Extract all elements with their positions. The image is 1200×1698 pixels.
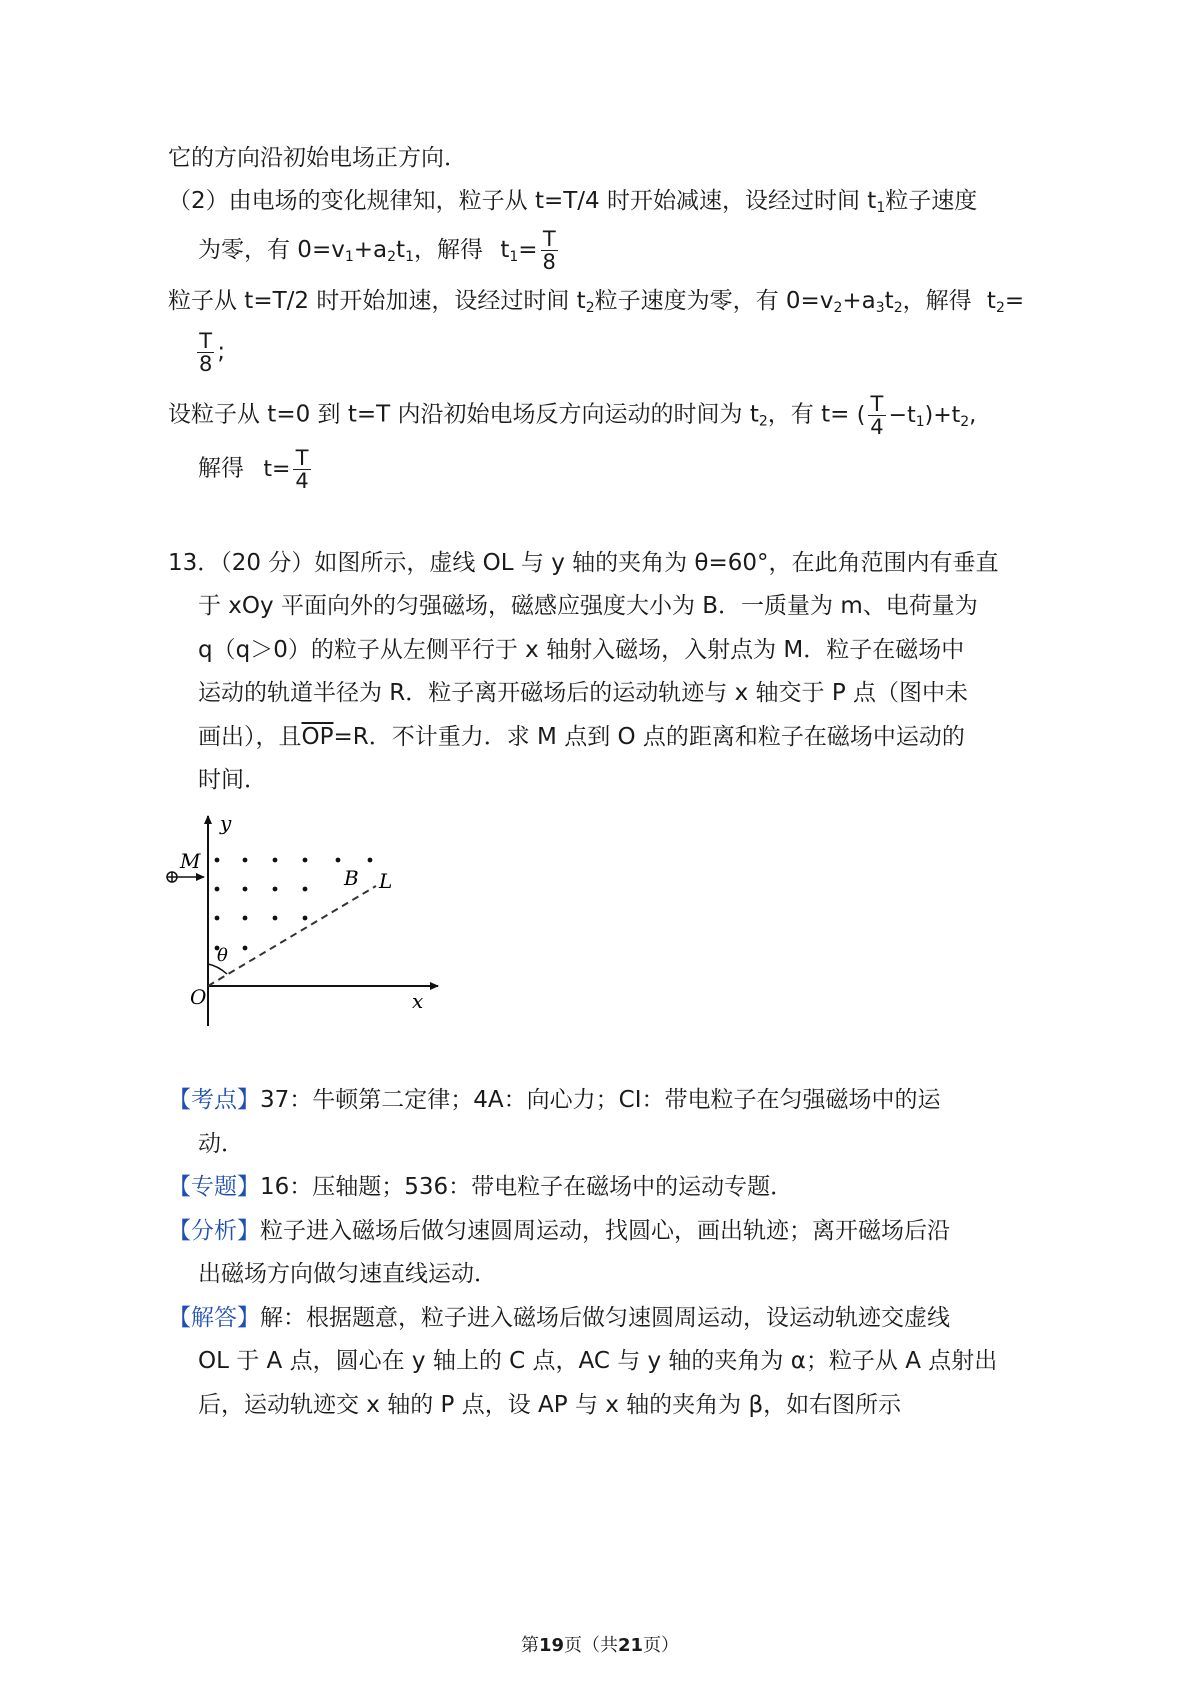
tag-kaodian: 【考点】 bbox=[168, 1087, 260, 1113]
label-l: L bbox=[379, 869, 393, 893]
question-text: q（q＞0）的粒子从左侧平行于 x 轴射入磁场，入射点为 M．粒子在磁场中 bbox=[198, 637, 965, 663]
question-text: 13．（20 分）如图所示，虚线 OL 与 y 轴的夹角为 θ=60°，在此角范围内有垂直 bbox=[168, 550, 999, 576]
question-text: 运动的轨道半径为 R．粒子离开磁场后的运动轨迹与 x 轴交于 P 点（图中未 bbox=[198, 680, 969, 706]
boundary-line-ol bbox=[208, 886, 376, 986]
fraction: $\frac{T}{8}$ bbox=[199, 329, 213, 376]
answer-analysis-cont: 出磁场方向做匀速直线运动． bbox=[198, 1261, 497, 1287]
overline-segment: $\overline{OP}$ bbox=[301, 724, 334, 750]
answer-solution-cont: 后，运动轨迹交 x 轴的 P 点，设 AP 与 x 轴的夹角为 β，如右图所示 bbox=[198, 1392, 902, 1418]
particle-icon bbox=[167, 872, 204, 882]
label-m: M bbox=[180, 849, 201, 873]
fraction: $\frac{T}{8}$ bbox=[542, 227, 556, 274]
answer-keypoint: 【考点】37：牛顿第二定律；4A：向心力；CI：带电粒子在匀强磁场中的运 bbox=[168, 1087, 941, 1113]
text-line: 设粒子从 t=0 到 t=T 内沿初始电场反方向运动的时间为 $t_2$，有 t= ( $\frac{T}{4}$ $-t_1)+t_2$, bbox=[168, 392, 977, 439]
text-line: 解得 t= $\frac{T}{4}$ bbox=[198, 447, 314, 492]
label-x: x bbox=[412, 989, 424, 1013]
formula: t= $\frac{T}{4}$ bbox=[263, 446, 309, 493]
text-line: 它的方向沿初始电场正方向． bbox=[168, 145, 467, 171]
answer-analysis: 【分析】粒子进入磁场后做匀速圆周运动，找圆心，画出轨迹；离开磁场后沿 bbox=[168, 1218, 950, 1244]
page-number: 19 bbox=[538, 1635, 564, 1656]
answer-solution: 【解答】解：根据题意，粒子进入磁场后做匀速圆周运动，设运动轨迹交虚线 bbox=[168, 1305, 950, 1331]
text-line: $\frac{T}{8}$ ; bbox=[199, 329, 226, 376]
label-o: O bbox=[190, 985, 207, 1009]
text-line: 粒子从 t=T/2 时开始加速，设经过时间 $t_2$粒子速度为零，有 $0=v_2+a_3t_2$，解得 $t_2=$ bbox=[168, 288, 1025, 316]
tag-jieda: 【解答】 bbox=[168, 1305, 260, 1331]
formula: ( $\frac{T}{4}$ $-t_1)+t_2$, bbox=[856, 392, 977, 439]
answer-solution-cont: OL 于 A 点，圆心在 y 轴上的 C 点，AC 与 y 轴的夹角为 α；粒子从 A 点射出 bbox=[198, 1348, 998, 1374]
page-total: 21 bbox=[618, 1635, 644, 1656]
question-text: 画出），且$\overline{OP}=R$．不计重力．求 M 点到 O 点的距离和粒子在磁场中运动的 bbox=[198, 724, 965, 750]
label-b: B bbox=[344, 866, 359, 890]
text-line: （2）由电场的变化规律知，粒子从 t=T/4 时开始减速，设经过时间 $t_1$粒子速度 bbox=[168, 188, 978, 216]
label-y: y bbox=[220, 811, 232, 835]
question-text: 时间． bbox=[198, 767, 267, 793]
label-theta: θ bbox=[217, 945, 228, 966]
magnetic-field-figure bbox=[160, 808, 450, 1038]
tag-fenxi: 【分析】 bbox=[168, 1218, 260, 1244]
text-line: 为零，有 $0=v_1+a_2t_1$，解得 $t_1=$ $\frac{T}{8}$ bbox=[198, 227, 556, 274]
answer-topic: 【专题】16：压轴题；536：带电粒子在磁场中的运动专题． bbox=[168, 1174, 794, 1200]
tag-zhuanti: 【专题】 bbox=[168, 1174, 260, 1200]
question-text: 于 xOy 平面向外的匀强磁场，磁感应强度大小为 B．一质量为 m、电荷量为 bbox=[198, 593, 978, 619]
answer-keypoint-cont: 动． bbox=[198, 1131, 244, 1157]
page-footer: 第19页（共21页） bbox=[520, 1635, 680, 1656]
